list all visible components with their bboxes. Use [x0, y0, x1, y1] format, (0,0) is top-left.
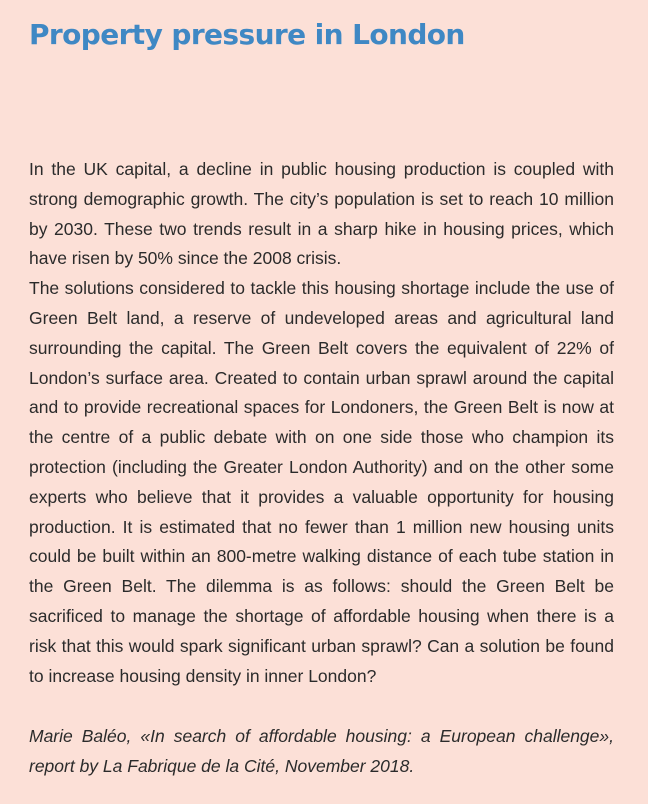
body-paragraph: In the UK capital, a decline in public housing production is coupled with strong demographic growth. The city’s population is set to reach 10 million by 2030. These two trends result in a sharp hike in housing prices, which have risen by 50% since the 2008 crisis.	[29, 159, 614, 269]
article-title: Property pressure in London	[29, 18, 465, 51]
article-box	[29, 0, 614, 804]
body-paragraph: The solutions considered to tackle this housing shortage include the use of Green Belt land, a reserve of undeveloped areas and agricultural land surrounding the capital. The Green Belt covers the equivalent of 22% of London’s surface area. Created to contain urban sprawl around the capital and to provide recreational spaces for Londoners, the Green Belt is now at the centre of a public debate with on one side those who champion its protection (including the Greater London Authority) and on the other some experts who believe that it provides a valuable opportunity for housing production. It is estimated that no fewer than 1 million new housing units could be built within an 800-metre walking distance of each tube station in the Green Belt. The dilemma is as follows: should the Green Belt be sacrificed to manage the shortage of affordable housing when there is a risk that this would spark significant urban sprawl? Can a solution be found to increase housing density in inner London?	[29, 278, 614, 686]
article-body	[29, 155, 614, 691]
source-citation: Marie Baléo, «In search of affordable housing: a European challenge», report by La Fabrique de la Cité, November 2018.	[29, 726, 614, 776]
